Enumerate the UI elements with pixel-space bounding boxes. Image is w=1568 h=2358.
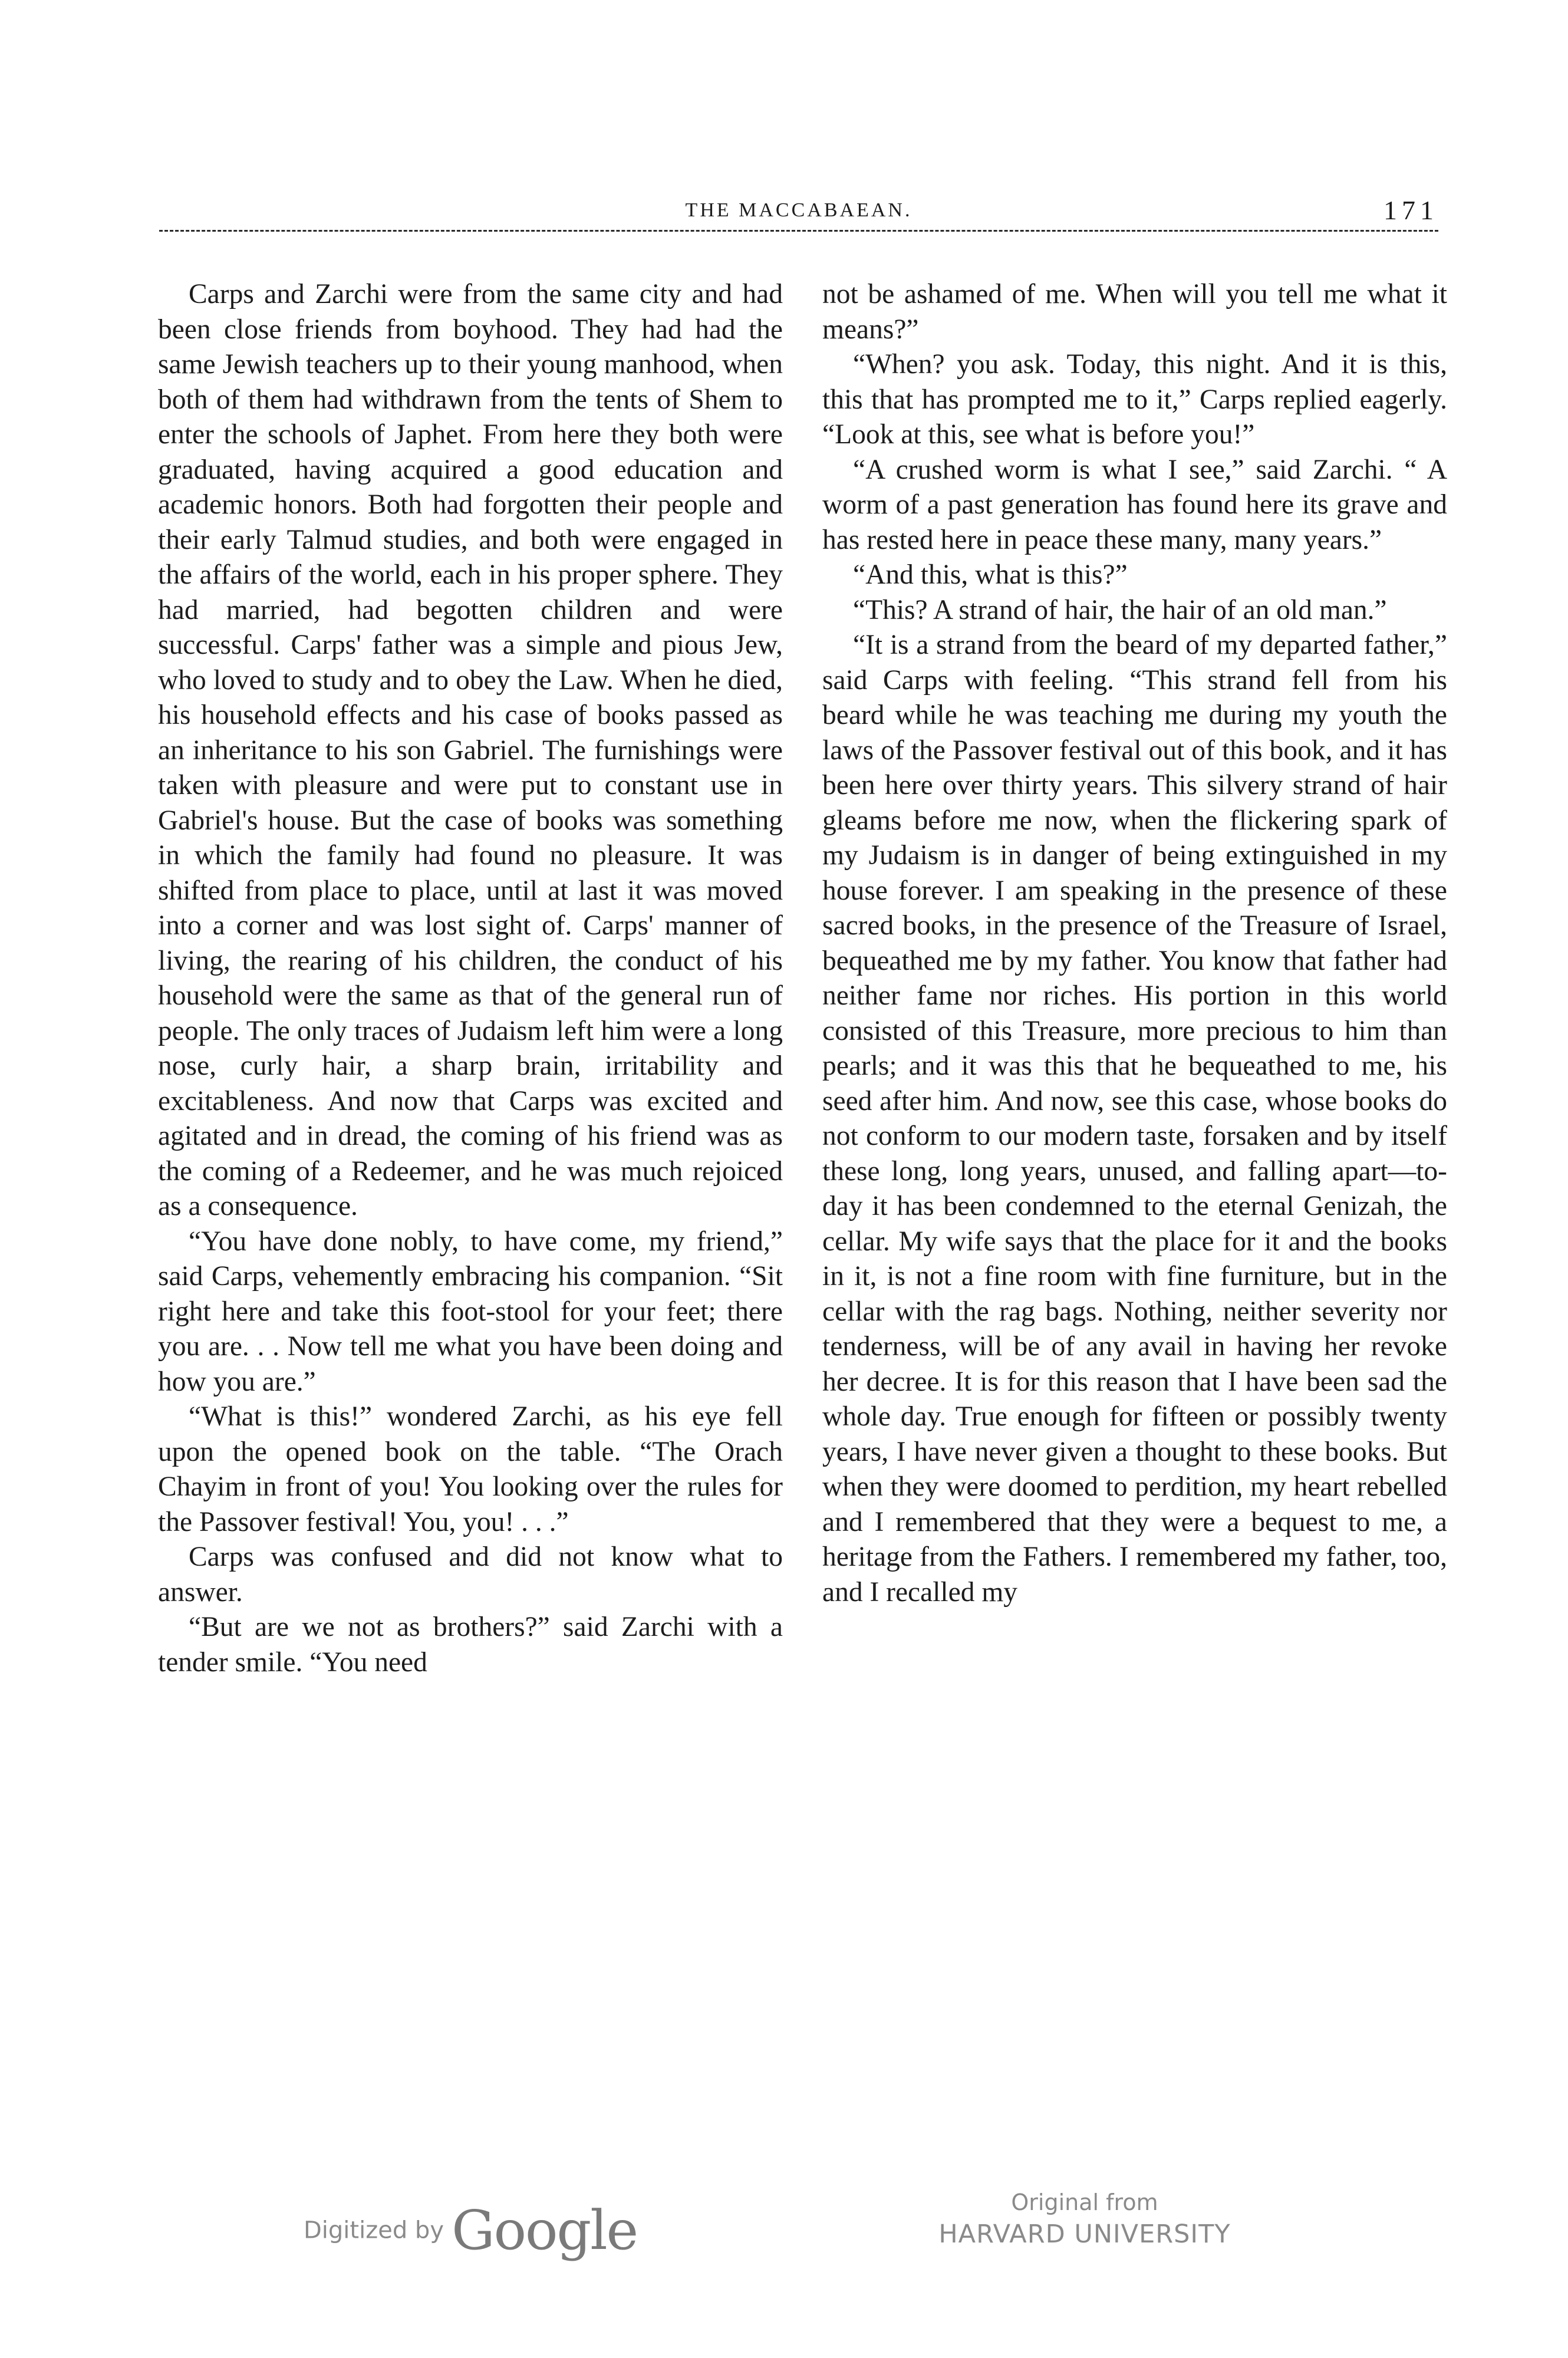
paragraph: “What is this!” wondered Zarchi, as his eye fell upon the opened book on the table. “The Orach Chayim in front of you! You looking over the rules for the Passover festival! You, you! . . .”: [158, 1401, 783, 1537]
digitization-footer: [0, 2158, 1568, 2305]
journal-title: THE MACCABAEAN.: [685, 199, 913, 221]
left-column: [158, 277, 783, 1680]
page-number: 171: [1383, 195, 1438, 225]
original-from-watermark: [925, 2187, 1244, 2251]
paragraph: “A crushed worm is what I see,” said Zarchi. “ A worm of a past generation has found here its grave and has rested here in peace these many, many years.”: [822, 454, 1447, 555]
institution-name: HARVARD UNIVERSITY: [938, 2219, 1231, 2249]
paragraph: “And this, what is this?”: [853, 559, 1128, 590]
digitized-label: Digitized by: [304, 2217, 444, 2244]
right-column: [822, 277, 1447, 1610]
paragraph-continued: not be ashamed of me. When will you tell me what it means?”: [822, 279, 1447, 345]
paragraph: “You have done nobly, to have come, my friend,” said Carps, vehemently embracing his companion. “Sit right here and take this foot-stool for your feet; there you are. . . Now tell me what you have been doing and how you are.”: [158, 1226, 783, 1397]
paragraph: “It is a strand from the beard of my departed father,” said Carps with feeling. “This strand fell from his beard while he was teaching me during my youth the laws of the Passover festival out of this book, and it has been here over thirty years. This silvery strand of hair gleams before me now, when the flickering spark of my Judaism is in danger of being extinguished in my house forever. I am speaking in the presence of these sacred books, in the presence of the Treasure of Israel, bequeathed me by my father. You know that father had neither fame nor riches. His portion in this world consisted of this Treasure, more precious to him than pearls; and it was this that he bequeathed to me, his seed after him. And now, see this case, whose books do not conform to our modern taste, forsaken and by itself these long, long years, unused, and falling apart—to-day it has been condemned to the eternal Genizah, the cellar. My wife says that the place for it and the books in it, is not a fine room with fine furniture, but in the cellar with the rag bags. Nothing, neither severity nor tenderness, will be of any avail in having her revoke her decree. It is for this reason that I have been sad the whole day. True enough for fifteen or possibly twenty years, I have never given a thought to these books. But when they were doomed to perdition, my heart rebelled and I remembered that they were a bequest to me, a heritage from the Fathers. I remembered my father, too, and I recalled my: [822, 630, 1447, 1608]
paragraph: “When? you ask. Today, this night. And it is this, this that has prompted me to it,” Carps replied eagerly. “Look at this, see what is before you!”: [822, 349, 1447, 450]
google-logo: Google: [452, 2199, 638, 2262]
paragraph: “This? A strand of hair, the hair of an old man.”: [853, 594, 1387, 625]
header-rule: [159, 230, 1438, 232]
digitized-by-watermark: [304, 2199, 637, 2262]
running-header: [159, 195, 1438, 242]
paragraph: Carps was confused and did not know what to answer.: [158, 1542, 783, 1608]
paragraph: “But are we not as brothers?” said Zarchi with a tender smile. “You need: [158, 1612, 783, 1678]
paragraph: Carps and Zarchi were from the same city and had been close friends from boyhood. They had had the same Jewish teachers up to their young manhood, when both of them had withdrawn from the tents of Shem to enter the schools of Japhet. From here they both were graduated, having acquired a good education and academic honors. Both had forgotten their people and their early Talmud studies, and both were engaged in the affairs of the world, each in his proper sphere. They had married, had begotten children and were successful. Carps' father was a simple and pious Jew, who loved to study and to obey the Law. When he died, his household effects and his case of books passed as an inheritance to his son Gabriel. The furnishings were taken with pleasure and were put to constant use in Gabriel's house. But the case of books was something in which the family had found no pleasure. It was shifted from place to place, until at last it was moved into a corner and was lost sight of. Carps' manner of living, the rearing of his children, the conduct of his household were the same as that of the general run of people. The only traces of Judaism left him were a long nose, curly hair, a sharp brain, irritability and excitableness. And now that Carps was excited and agitated and in dread, the coming of his friend was as the coming of a Redeemer, and he was much rejoiced as a consequence.: [158, 279, 783, 1221]
original-label: Original from: [1011, 2189, 1158, 2215]
